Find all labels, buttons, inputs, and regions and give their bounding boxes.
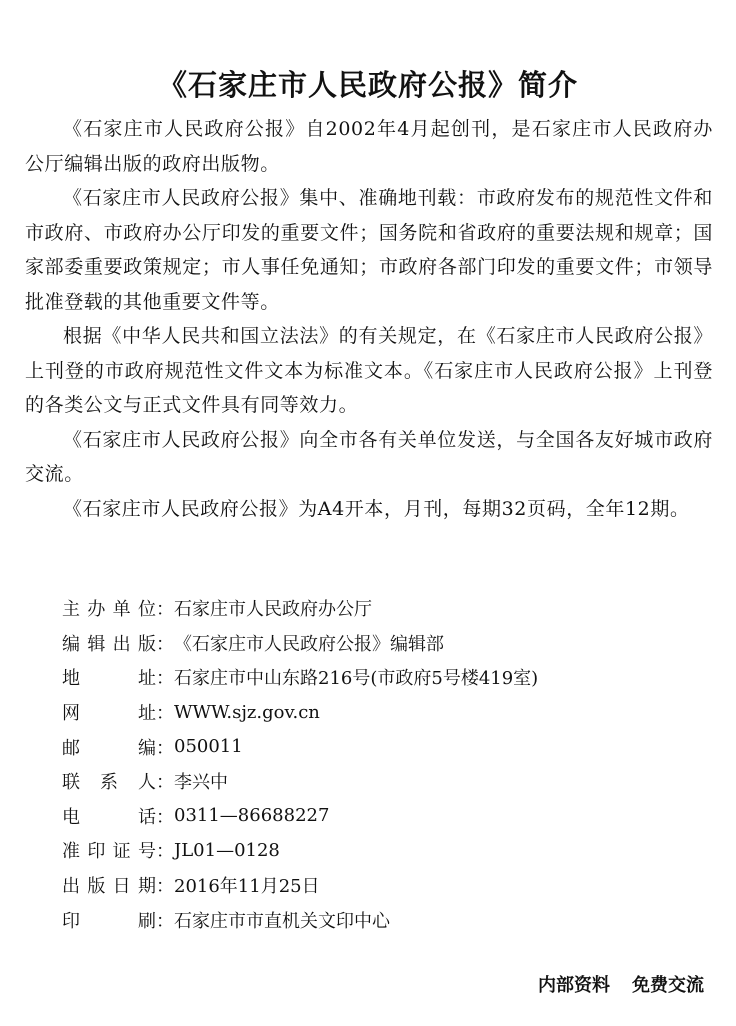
content-scope-paragraph: 《石家庄市人民政府公报》集中、准确地刊载：市政府发布的规范性文件和市政府、市政府办公厅印发的重要文件；国务院和省政府的重要法规和规章；国家部委重要政策规定；市人事任免通知；市政府各部门印发的重要文件；市领导批准登载的其他重要文件等。 [25, 187, 713, 313]
info-label: 邮 编 [62, 737, 156, 759]
format-paragraph: 《石家庄市人民政府公报》为A4开本，月刊，每期32页码，全年12期。 [63, 497, 690, 520]
info-row-website: 网 址 ： WWW.sjz.gov.cn [62, 695, 702, 730]
document-title: 《石家庄市人民政府公报》简介 [157, 68, 578, 103]
info-label: 网 址 [62, 703, 156, 725]
info-row-postcode: 邮 编 ： 050011 [62, 729, 702, 764]
footer-note [538, 972, 704, 1000]
info-value: 石家庄市中山东路216号(市政府5号楼419室) [174, 668, 539, 690]
info-label: 电 话 [62, 806, 156, 828]
info-value: 2016年11月25日 [174, 876, 320, 898]
info-row-organizer: 主 办 单 位 ： 石家庄市人民政府办公厅 [62, 591, 702, 626]
introduction-body [25, 112, 713, 526]
info-row-publish-date: 出 版 日 期 ： 2016年11月25日 [62, 868, 702, 903]
info-value: 石家庄市市直机关文印中心 [174, 910, 390, 932]
info-row-printer: 印 刷 ： 石家庄市市直机关文印中心 [62, 902, 702, 937]
info-value: 石家庄市人民政府办公厅 [174, 599, 372, 621]
info-value: 《石家庄市人民政府公报》编辑部 [174, 633, 444, 655]
info-value: 0311—86688227 [174, 805, 330, 827]
info-value: WWW.sjz.gov.cn [174, 701, 320, 723]
info-value: 050011 [174, 736, 243, 758]
publication-info [62, 591, 702, 937]
info-label: 出 版 日 期 [62, 876, 156, 898]
internal-material-label: 内部资料 [538, 975, 610, 996]
intro-paragraph: 《石家庄市人民政府公报》自2002年4月起创刊，是石家庄市人民政府办公厅编辑出版的政府出版物。 [25, 118, 713, 175]
info-label: 联 系 人 [62, 772, 156, 794]
free-exchange-label: 免费交流 [632, 975, 704, 996]
info-label: 地 址 [62, 668, 156, 690]
info-label: 编 辑 出 版 [62, 633, 156, 655]
info-label: 主 办 单 位 [62, 599, 156, 621]
info-row-address: 地 址 ： 石家庄市中山东路216号(市政府5号楼419室) [62, 660, 702, 695]
info-label: 准 印 证 号 [62, 841, 156, 863]
info-row-editor: 编 辑 出 版 ： 《石家庄市人民政府公报》编辑部 [62, 626, 702, 661]
info-value: 李兴中 [174, 772, 228, 794]
info-value: JL01—0128 [174, 839, 280, 861]
info-row-contact: 联 系 人 ： 李兴中 [62, 764, 702, 799]
distribution-paragraph: 《石家庄市人民政府公报》向全市各有关单位发送，与全国各友好城市政府交流。 [25, 428, 713, 485]
info-row-phone: 电 话 ： 0311—86688227 [62, 799, 702, 834]
info-row-permit: 准 印 证 号 ： JL01—0128 [62, 833, 702, 868]
legal-effect-paragraph: 根据《中华人民共和国立法法》的有关规定，在《石家庄市人民政府公报》上刊登的市政府规范性文件文本为标准文本。《石家庄市人民政府公报》上刊登的各类公文与正式文件具有同等效力。 [25, 325, 713, 416]
info-label: 印 刷 [62, 910, 156, 932]
